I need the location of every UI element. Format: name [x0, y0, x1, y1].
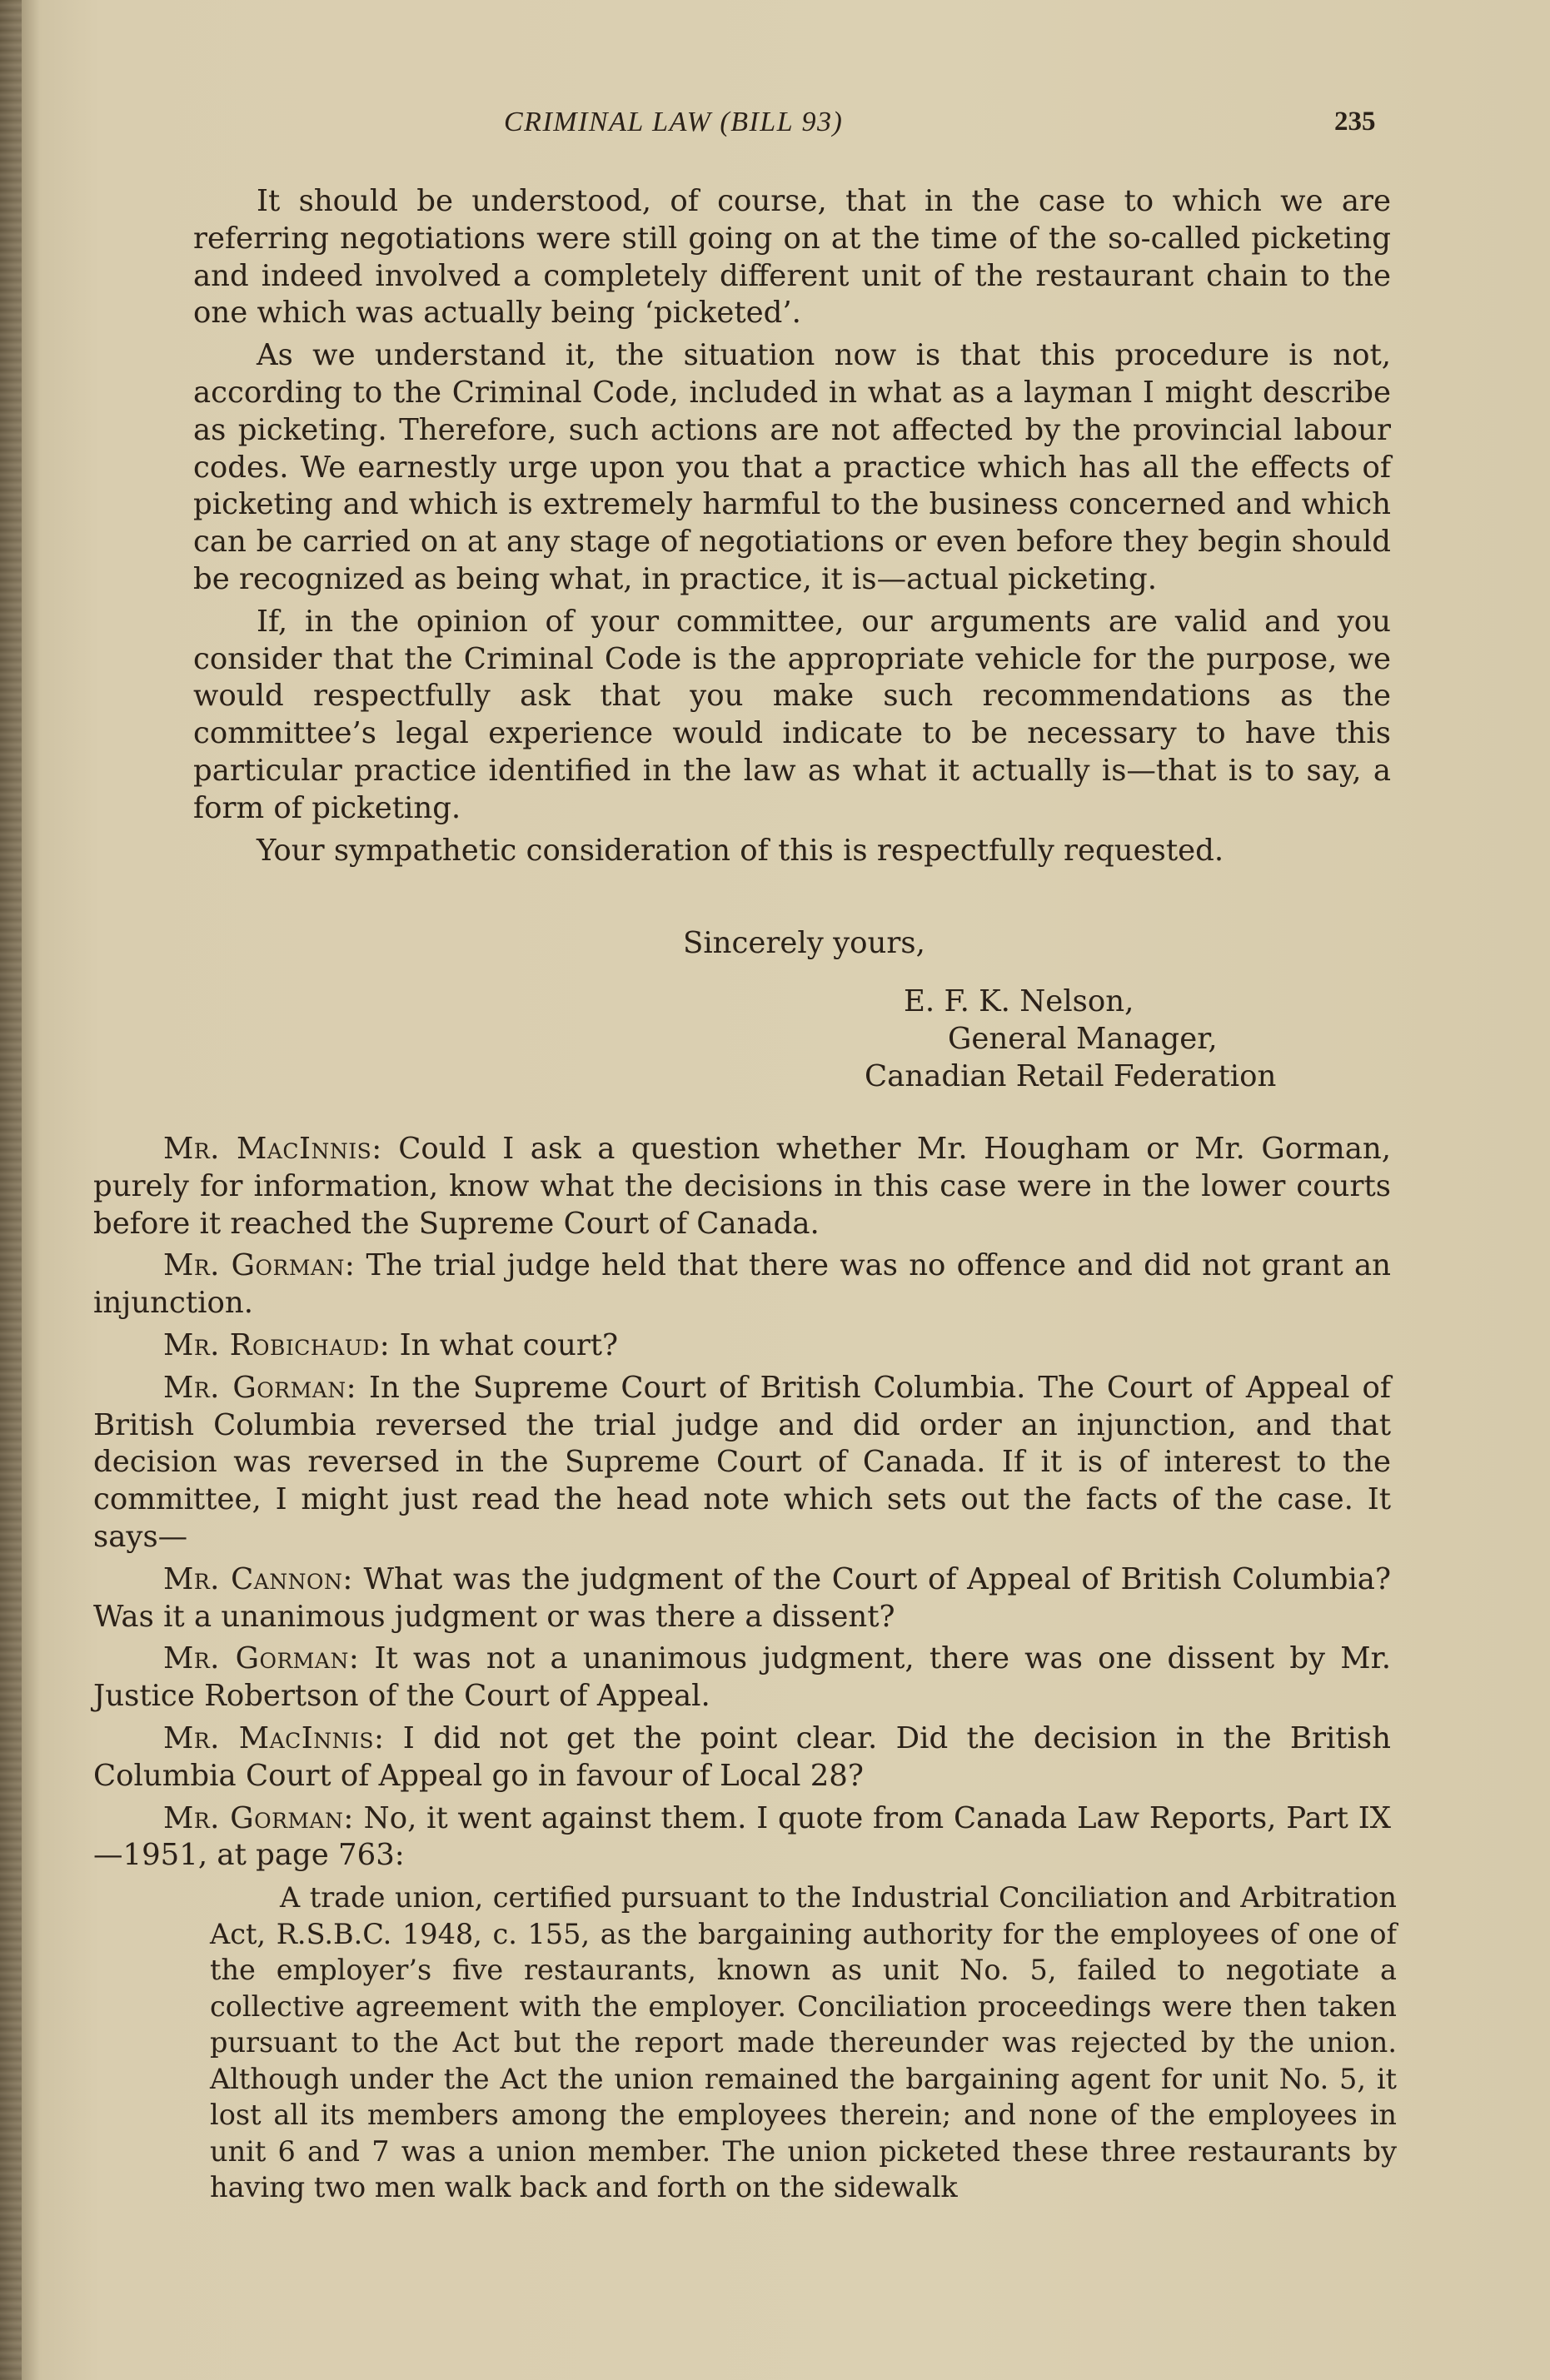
- signature-position: General Manager,: [948, 1022, 1218, 1056]
- letter-paragraph: It should be understood, of course, that in the case to which we are referring negotiations were still going on at the time of the so-called picketing and indeed involved a completely different unit of the restaurant chain to the one which was actually being ‘picketed’.: [193, 184, 1391, 331]
- speech-text: Could I ask a question whether Mr. Hougham or Mr. Gorman, purely for information, know what the decisions in this case were in the lower courts before it reached the Supreme Court of Canada.: [93, 1132, 1392, 1241]
- transcript-entry: [93, 1561, 1391, 1636]
- transcript-entry: [93, 1131, 1391, 1242]
- transcript-entry: [93, 1370, 1391, 1556]
- speaker-name: Mr. Cannon:: [163, 1561, 353, 1596]
- speaker-name: Mr. MacInnis:: [163, 1720, 385, 1755]
- speech-text: It was not a unanimous judgment, there was one dissent by Mr. Justice Robertson of the Court of Appeal.: [93, 1641, 1391, 1714]
- speech-text: In what court?: [390, 1327, 619, 1362]
- speaker-name: Mr. Gorman:: [163, 1248, 356, 1283]
- speech-text: In the Supreme Court of British Columbia. The Court of Appeal of British Columbia reversed the trial judge and did order an injunction, and that decision was reversed in the Supreme Court of Canada. If it is of interest to the committee, I might just read the head note which sets out the facts of the case. It says—: [93, 1370, 1391, 1554]
- speaker-name: Mr. Gorman:: [163, 1641, 360, 1676]
- speaker-name: Mr. Gorman:: [163, 1800, 354, 1835]
- transcript: [93, 1131, 1391, 1880]
- speaker-name: Mr. Gorman:: [163, 1370, 357, 1405]
- letter-closing: Sincerely yours,: [683, 926, 925, 960]
- speech-text: What was the judgment of the Court of Appeal of British Columbia? Was it a unanimous judgment or was there a dissent?: [93, 1561, 1391, 1634]
- letter-paragraph: As we understand it, the situation now is that this procedure is not, according to the Criminal Code, included in what as a layman I might describe as picketing. Therefore, such actions are not affected by the provincial labour codes. We earnestly urge upon you that a practice which has all the effects of picketing and which is extremely harmful to the business concerned and which can be carried on at any stage of negotiations or even before they begin should be recognized as being what, in practice, it is—actual picketing.: [193, 338, 1391, 596]
- page-number: 235: [1334, 107, 1376, 137]
- book-spine-shadow: [0, 0, 22, 2380]
- running-header: [0, 107, 1550, 157]
- speech-text: No, it went against them. I quote from Canada Law Reports, Part IX—1951, at page 763:: [93, 1800, 1391, 1873]
- speaker-name: Mr. MacInnis:: [163, 1132, 382, 1166]
- transcript-entry: [93, 1327, 1391, 1365]
- letter-paragraph: Your sympathetic consideration of this is respectfully requested.: [257, 833, 1224, 868]
- speech-text: I did not get the point clear. Did the decision in the British Columbia Court of Appeal go in favour of Local 28?: [93, 1720, 1391, 1793]
- transcript-entry: [93, 1247, 1391, 1322]
- running-title: CRIMINAL LAW (BILL 93): [504, 107, 844, 137]
- transcript-entry: [93, 1720, 1391, 1795]
- transcript-entry: [93, 1641, 1391, 1715]
- signature-name: E. F. K. Nelson,: [904, 984, 1134, 1018]
- letter-paragraph: If, in the opinion of your committee, our arguments are valid and you consider that the Criminal Code is the appropriate vehicle for the purpose, we would respectfully ask that you make such recommendations as the committee’s legal experience would indicate to be necessary to have this particular practice identified in the law as what it actually is—that is to say, a form of picketing.: [193, 604, 1391, 825]
- block-quote: A trade union, certified pursuant to the Industrial Conciliation and Arbitration Act, R.S.B.C. 1948, c. 155, as the bargaining authority for the employees of one of the employer’s five restaurants, known as unit No. 5, failed to negotiate a collective agreement with the employer. Conciliation proceedings were then taken pursuant to the Act but the report made thereunder was rejected by the union. Although under the Act the union remained the bargaining agent for unit No. 5, it lost all its members among the employees therein; and none of the employees in unit 6 and 7 was a union member. The union picketed these three restaurants by having two men walk back and forth on the sidewalk: [210, 1881, 1397, 2203]
- letter-body: [93, 183, 1391, 874]
- signature-organization: Canadian Retail Federation: [865, 1059, 1277, 1093]
- speaker-name: Mr. Robichaud:: [163, 1327, 391, 1362]
- speech-text: The trial judge held that there was no offence and did not grant an injunction.: [93, 1248, 1391, 1321]
- transcript-entry: [93, 1800, 1391, 1875]
